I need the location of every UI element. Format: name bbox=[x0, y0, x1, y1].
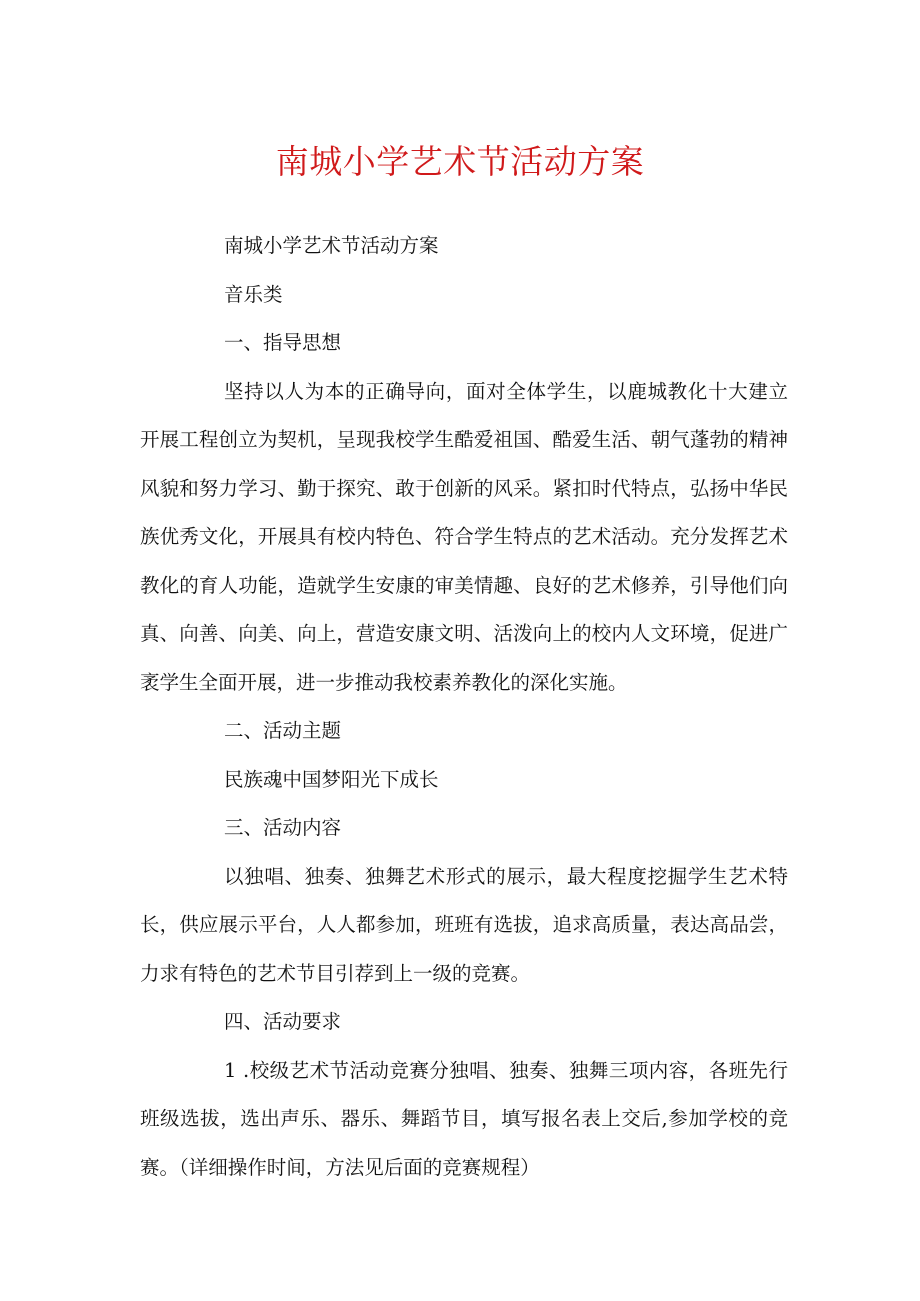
section-heading-activity-content: 三、活动内容 bbox=[224, 816, 342, 839]
requirement-item-1: 1 .校级艺术节活动竞赛分独唱、独奏、独舞三项内容，各班先行班级选拔，选出声乐、器乐、舞蹈节目，填写报名表上交后,参加学校的竞赛。（详细操作时间，方法见后面的竞赛规程） bbox=[140, 1058, 788, 1179]
section-body-activity-theme: 民族魂中国梦阳光下成长 bbox=[224, 767, 439, 791]
document-title: 南城小学艺术节活动方案 bbox=[275, 142, 645, 181]
section-heading-activity-theme: 二、活动主题 bbox=[224, 719, 342, 742]
section-heading-activity-requirements: 四、活动要求 bbox=[224, 1010, 342, 1033]
document-body bbox=[140, 222, 788, 1192]
section-body-activity-content: 以独唱、独奏、独舞艺术形式的展示，最大程度挖掘学生艺术特长，供应展示平台，人人都参加，班班有选拔，追求高质量，表达高品尝，力求有特色的艺术节目引荐到上一级的竞赛。 bbox=[140, 864, 788, 985]
document-subtitle: 南城小学艺术节活动方案 bbox=[224, 234, 439, 257]
section-body-guiding-ideology: 坚持以人为本的正确导向，面对全体学生，以鹿城教化十大建立开展工程创立为契机，呈现我校学生酷爱祖国、酷爱生活、朝气蓬勃的精神风貌和努力学习、勤于探究、敢于创新的风采。紧扣时代特点，弘扬中华民族优秀文化，开展具有校内特色、符合学生特点的艺术活动。充分发挥艺术教化的育人功能，造就学生安康的审美情趣、良好的艺术修养，引导他们向真、向善、向美、向上，营造安康文明、活泼向上的校内人文环境，促进广袤学生全面开展，进一步推动我校素养教化的深化实施。 bbox=[140, 379, 788, 694]
category-label: 音乐类 bbox=[224, 282, 283, 306]
section-heading-guiding-ideology: 一、指导思想 bbox=[224, 331, 342, 354]
